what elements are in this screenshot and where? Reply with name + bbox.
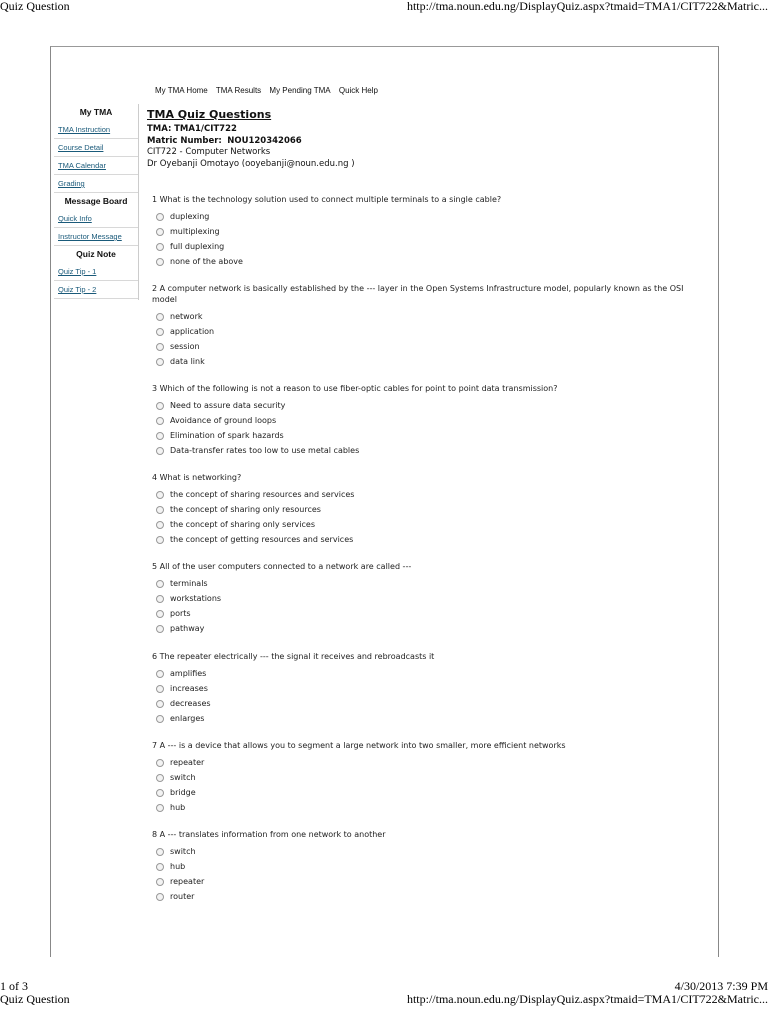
nav-quick-help[interactable]: Quick Help [338,86,378,95]
option-row [152,443,697,458]
radio-button[interactable] [156,328,164,336]
top-navigation [155,86,384,95]
option-label: repeater [170,758,205,767]
option-label: data link [170,357,205,366]
radio-button[interactable] [156,878,164,886]
radio-button[interactable] [156,343,164,351]
sidebar-heading-my-tma: My TMA [79,107,113,117]
option-row [152,844,697,859]
option-row [152,859,697,874]
option-label: session [170,342,200,351]
option-row [152,224,697,239]
sidebar-link-instructor-message[interactable]: Instructor Message [54,228,138,246]
radio-button[interactable] [156,402,164,410]
radio-button[interactable] [156,670,164,678]
radio-button[interactable] [156,625,164,633]
sidebar-link-course-detail[interactable]: Course Detail [54,139,138,157]
radio-button[interactable] [156,789,164,797]
print-header-url: http://tma.noun.edu.ng/DisplayQuiz.aspx?tmaid=TMA1/CIT722&Matric... [406,0,768,13]
sidebar-link-quiz-tip-1[interactable]: Quiz Tip - 1 [54,263,138,281]
option-label: switch [170,847,196,856]
option-row [152,874,697,889]
matric-label: Matric Number: [147,135,222,146]
radio-button[interactable] [156,595,164,603]
radio-button[interactable] [156,506,164,514]
option-label: the concept of sharing only resources [170,505,321,514]
option-row [152,770,697,785]
sidebar [54,104,139,300]
option-label: Data-transfer rates too low to use metal cables [170,446,360,455]
option-label: router [170,892,195,901]
instructor-name: Dr Oyebanji Omotayo (ooyebanji@noun.edu.ng ) [147,158,355,169]
question-text: 5 All of the user computers connected to a network are called --- [152,562,412,571]
print-footer-url: http://tma.noun.edu.ng/DisplayQuiz.aspx?tmaid=TMA1/CIT722&Matric... [406,992,768,1006]
sidebar-link-quiz-tip-2[interactable]: Quiz Tip - 2 [54,281,138,299]
option-row [152,413,697,428]
question-8 [152,829,697,904]
radio-button[interactable] [156,774,164,782]
option-label: the concept of sharing only services [170,520,315,529]
nav-my-pending-tma[interactable]: My Pending TMA [269,86,331,95]
course-name: CIT722 - Computer Networks [147,147,271,157]
matric-value: NOU120342066 [227,135,302,146]
option-row [152,591,697,606]
question-text: 2 A computer network is basically established by the --- layer in the Open Systems Infrastructure model, popularly known as the OSI model [152,284,684,304]
option-row [152,681,697,696]
question-3 [152,383,697,458]
option-label: workstations [170,594,222,603]
option-row [152,354,697,369]
option-row [152,606,697,621]
option-row [152,239,697,254]
sidebar-heading-quiz-note: Quiz Note [76,249,116,259]
option-label: duplexing [170,212,210,221]
radio-button[interactable] [156,700,164,708]
question-7 [152,740,697,815]
tma-label: TMA: [147,124,172,134]
option-label: increases [170,684,208,693]
option-row [152,309,697,324]
option-label: multiplexing [170,227,220,236]
sidebar-link-grading[interactable]: Grading [54,175,138,193]
print-footer-page: 1 of 3 [0,979,28,993]
radio-button[interactable] [156,804,164,812]
print-footer-title: Quiz Question [0,992,70,1006]
option-row [152,666,697,681]
option-row [152,209,697,224]
question-2 [152,283,697,369]
option-row [152,889,697,904]
sidebar-link-tma-instruction[interactable]: TMA Instruction [54,121,138,139]
option-label: full duplexing [170,242,225,251]
option-row [152,696,697,711]
radio-button[interactable] [156,228,164,236]
option-label: the concept of getting resources and services [170,535,354,544]
option-label: pathway [170,624,205,633]
option-row [152,339,697,354]
print-header-title: Quiz Question [0,0,70,13]
option-label: network [170,312,203,321]
radio-button[interactable] [156,759,164,767]
radio-button[interactable] [156,521,164,529]
radio-button[interactable] [156,213,164,221]
option-label: the concept of sharing resources and services [170,490,355,499]
nav-my-tma-home[interactable]: My TMA Home [155,86,208,95]
radio-button[interactable] [156,863,164,871]
radio-button[interactable] [156,685,164,693]
radio-button[interactable] [156,417,164,425]
radio-button[interactable] [156,491,164,499]
tma-value: TMA1/CIT722 [174,124,237,134]
option-label: enlarges [170,714,205,723]
radio-button[interactable] [156,313,164,321]
sidebar-link-quick-info[interactable]: Quick Info [54,210,138,228]
option-label: amplifies [170,669,207,678]
option-label: Need to assure data security [170,401,286,410]
question-6 [152,651,697,726]
option-label: hub [170,862,186,871]
question-text: 1 What is the technology solution used to connect multiple terminals to a single cable? [152,195,502,204]
radio-button[interactable] [156,243,164,251]
option-row [152,532,697,547]
question-text: 3 Which of the following is not a reason to use fiber-optic cables for point to point data transmission? [152,384,558,393]
option-label: Elimination of spark hazards [170,431,284,440]
radio-button[interactable] [156,893,164,901]
option-row [152,517,697,532]
option-row [152,428,697,443]
option-row [152,785,697,800]
option-label: decreases [170,699,211,708]
option-label: application [170,327,215,336]
option-row [152,711,697,726]
option-row [152,576,697,591]
radio-button[interactable] [156,258,164,266]
option-row [152,398,697,413]
option-label: bridge [170,788,196,797]
option-row [152,755,697,770]
option-label: switch [170,773,196,782]
option-row [152,254,697,269]
page-title: TMA Quiz Questions [147,108,272,121]
question-5 [152,561,697,636]
radio-button[interactable] [156,536,164,544]
question-text: 8 A --- translates information from one network to another [152,830,386,839]
question-4 [152,472,697,547]
print-footer-datetime: 4/30/2013 7:39 PM [674,979,768,993]
option-label: none of the above [170,257,243,266]
option-row [152,800,697,815]
nav-tma-results[interactable]: TMA Results [215,86,262,95]
option-label: terminals [170,579,208,588]
option-label: Avoidance of ground loops [170,416,277,425]
quiz-header [147,108,707,170]
radio-button[interactable] [156,848,164,856]
radio-button[interactable] [156,358,164,366]
question-text: 7 A --- is a device that allows you to segment a large network into two smaller, more efficient networks [152,741,566,750]
radio-button[interactable] [156,610,164,618]
question-1 [152,194,697,269]
option-row [152,502,697,517]
option-row [152,487,697,502]
option-label: ports [170,609,191,618]
radio-button[interactable] [156,715,164,723]
option-row [152,324,697,339]
radio-button[interactable] [156,580,164,588]
question-text: 4 What is networking? [152,473,242,482]
sidebar-link-tma-calendar[interactable]: TMA Calendar [54,157,138,175]
question-text: 6 The repeater electrically --- the signal it receives and rebroadcasts it [152,652,435,661]
radio-button[interactable] [156,432,164,440]
option-label: repeater [170,877,205,886]
option-row [152,621,697,636]
option-label: hub [170,803,186,812]
sidebar-heading-message-board: Message Board [64,196,128,206]
radio-button[interactable] [156,447,164,455]
